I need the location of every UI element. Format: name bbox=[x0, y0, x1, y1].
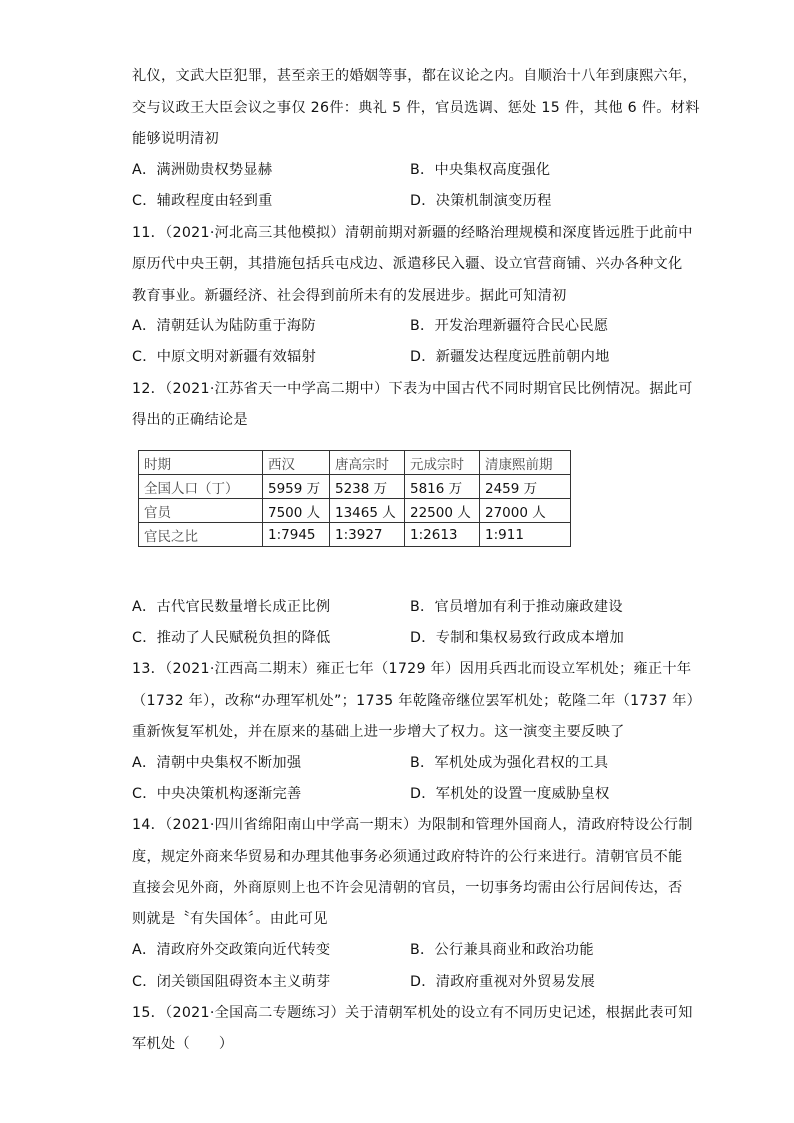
q10-stem-line-1: 礼仪，文武大臣犯罪，甚至亲王的婚姻等事，都在议论之内。自顺治十八年到康熙六年， bbox=[132, 68, 698, 84]
q14-option-d: D．清政府重视对外贸易发展 bbox=[410, 974, 596, 990]
table-cell: 全国人口（丁） bbox=[139, 475, 263, 499]
q15-stem-line-1: 15．（2021·全国高二专题练习）关于清朝军机处的设立有不同历史记述，根据此表可知 bbox=[132, 1005, 693, 1021]
table-cell: 1:2613 bbox=[405, 523, 480, 547]
q10-stem-line-3: 能够说明清初 bbox=[132, 131, 219, 147]
table-header-cell: 唐高宗时 bbox=[330, 451, 405, 475]
q15-stem-line-2: 军机处（ ） bbox=[132, 1036, 234, 1052]
q13-stem-line-3: 重新恢复军机处，并在原来的基础上进一步增大了权力。这一演变主要反映了 bbox=[132, 724, 625, 740]
table-cell: 5816 万 bbox=[405, 475, 480, 499]
q12-option-c: C．推动了人民赋税负担的降低 bbox=[132, 630, 331, 646]
table-header-cell: 西汉 bbox=[263, 451, 330, 475]
q10-stem-line-2: 交与议政王大臣会议之事仅 26件：典礼 5 件，官员选调、惩处 15 件，其他 6 件。材料 bbox=[132, 100, 700, 116]
table-row bbox=[139, 523, 571, 547]
q11-option-d: D．新疆发达程度远胜前朝内地 bbox=[410, 349, 610, 365]
q13-stem-line-1: 13．（2021·江西高二期末）雍正七年（1729 年）因用兵西北而设立军机处；雍正十年 bbox=[132, 661, 692, 677]
q12-stem-line-1: 12．（2021·江苏省天一中学高二期中）下表为中国古代不同时期官民比例情况。据此可 bbox=[132, 381, 693, 397]
q14-stem-line-2: 度，规定外商来华贸易和办理其他事务必须通过政府特许的公行来进行。清朝官员不能 bbox=[132, 849, 683, 865]
q12-option-b: B．官员增加有利于推动廉政建设 bbox=[410, 599, 623, 615]
q13-option-c: C．中央决策机构逐渐完善 bbox=[132, 786, 302, 802]
q11-stem-line-1: 11．（2021·河北高三其他模拟）清朝前期对新疆的经略治理规模和深度皆远胜于此前中 bbox=[132, 225, 693, 241]
table-cell: 13465 人 bbox=[330, 499, 405, 523]
q10-option-b: B．中央集权高度强化 bbox=[410, 162, 551, 178]
table-header-cell: 时期 bbox=[139, 451, 263, 475]
table-row bbox=[139, 475, 571, 499]
q14-stem-line-1: 14．（2021·四川省绵阳南山中学高一期末）为限制和管理外国商人，清政府特设公行制 bbox=[132, 817, 693, 833]
q11-option-c: C．中原文明对新疆有效辐射 bbox=[132, 349, 317, 365]
table-header-cell: 元成宗时 bbox=[405, 451, 480, 475]
q12-option-d: D．专制和集权易致行政成本增加 bbox=[410, 630, 625, 646]
q13-option-a: A．清朝中央集权不断加强 bbox=[132, 755, 302, 771]
q14-option-c: C．闭关锁国阻碍资本主义萌芽 bbox=[132, 974, 331, 990]
table-cell: 7500 人 bbox=[263, 499, 330, 523]
table-cell: 官员 bbox=[139, 499, 263, 523]
q11-option-a: A．清朝廷认为陆防重于海防 bbox=[132, 318, 316, 334]
table-row bbox=[139, 499, 571, 523]
q14-option-a: A．清政府外交政策向近代转变 bbox=[132, 942, 331, 958]
q12-option-a: A．古代官民数量增长成正比例 bbox=[132, 599, 331, 615]
q10-option-d: D．决策机制演变历程 bbox=[410, 193, 552, 209]
q14-stem-line-3: 直接会见外商，外商原则上也不许会见清朝的官员，一切事务均需由公行居间传达，否 bbox=[132, 880, 683, 896]
table-header-cell: 清康熙前期 bbox=[480, 451, 571, 475]
q12-stem-line-2: 得出的正确结论是 bbox=[132, 412, 248, 428]
q11-stem-line-3: 教育事业。新疆经济、社会得到前所未有的发展进步。据此可知清初 bbox=[132, 288, 567, 304]
table-cell: 2459 万 bbox=[480, 475, 571, 499]
table-cell: 1:911 bbox=[480, 523, 571, 547]
q13-option-d: D．军机处的设置一度威胁皇权 bbox=[410, 786, 610, 802]
q11-stem-line-2: 原历代中央王朝，其措施包括兵屯戍边、派遣移民入疆、设立官营商铺、兴办各种文化 bbox=[132, 256, 683, 272]
q13-stem-line-2: （1732 年），改称“办理军机处”；1735 年乾隆帝继位罢军机处；乾隆二年（1737 年） bbox=[132, 693, 702, 709]
q10-option-c: C．辅政程度由轻到重 bbox=[132, 193, 273, 209]
q10-option-a: A．满洲勋贵权势显赫 bbox=[132, 162, 273, 178]
q14-option-b: B．公行兼具商业和政治功能 bbox=[410, 942, 594, 958]
official-ratio-table bbox=[138, 450, 571, 547]
table-cell: 22500 人 bbox=[405, 499, 480, 523]
table-cell: 5238 万 bbox=[330, 475, 405, 499]
table-cell: 27000 人 bbox=[480, 499, 571, 523]
table-cell: 5959 万 bbox=[263, 475, 330, 499]
table-cell: 官民之比 bbox=[139, 523, 263, 547]
table-cell: 1:7945 bbox=[263, 523, 330, 547]
table-cell: 1:3927 bbox=[330, 523, 405, 547]
q13-option-b: B．军机处成为强化君权的工具 bbox=[410, 755, 609, 771]
table-header-row bbox=[139, 451, 571, 475]
q14-stem-line-4: 则就是〝有失国体〞。由此可见 bbox=[132, 911, 328, 927]
q11-option-b: B．开发治理新疆符合民心民愿 bbox=[410, 318, 609, 334]
